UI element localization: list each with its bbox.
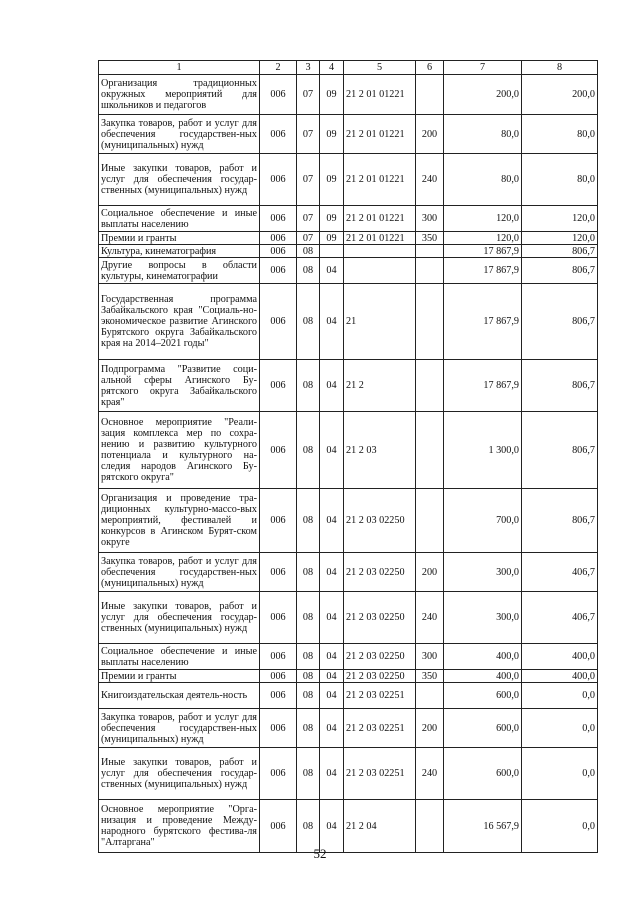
table-row — [99, 748, 598, 800]
sum-1-cell: 1 300,0 — [444, 412, 522, 489]
col-2-cell: 006 — [260, 206, 297, 232]
header-col-2: 2 — [260, 61, 297, 75]
col-3-cell: 08 — [297, 412, 320, 489]
item-name-cell: Государственная программа Забайкальского края "Социаль-но-экономическое развитие Агинского Бурятского округа Забайкальского края на 2014–2021 годы" — [99, 284, 260, 360]
sum-1-cell: 200,0 — [444, 75, 522, 115]
item-name-cell: Подпрограмма "Развитие соци-альной сферы Агинского Бу-рятского округа Забайкальского края" — [99, 360, 260, 412]
kcsr-cell: 21 2 03 02251 — [344, 748, 416, 800]
col-4-cell: 04 — [320, 709, 344, 748]
col-4-cell: 09 — [320, 232, 344, 245]
item-name-cell: Премии и гранты — [99, 670, 260, 683]
sum-2-cell: 80,0 — [522, 115, 598, 154]
header-col-4: 4 — [320, 61, 344, 75]
sum-2-cell: 120,0 — [522, 206, 598, 232]
vr-cell: 300 — [416, 206, 444, 232]
item-name-cell: Другие вопросы в области культуры, кинематографии — [99, 258, 260, 284]
col-3-cell: 08 — [297, 644, 320, 670]
vr-cell: 240 — [416, 154, 444, 206]
col-3-cell: 08 — [297, 800, 320, 853]
col-2-cell: 006 — [260, 553, 297, 592]
item-name-cell: Организация и проведение тра-диционных культурно-массо-вых мероприятий, фестивалей и конкурсов в Агинском Бурят-ском округе — [99, 489, 260, 553]
sum-1-cell: 300,0 — [444, 553, 522, 592]
kcsr-cell: 21 2 01 01221 — [344, 232, 416, 245]
sum-2-cell: 806,7 — [522, 412, 598, 489]
vr-cell — [416, 245, 444, 258]
col-4-cell: 09 — [320, 115, 344, 154]
col-4-cell: 04 — [320, 489, 344, 553]
sum-1-cell: 17 867,9 — [444, 245, 522, 258]
table-row — [99, 553, 598, 592]
col-3-cell: 07 — [297, 206, 320, 232]
sum-1-cell: 300,0 — [444, 592, 522, 644]
sum-1-cell: 600,0 — [444, 748, 522, 800]
vr-cell — [416, 258, 444, 284]
col-2-cell: 006 — [260, 284, 297, 360]
col-4-cell: 04 — [320, 800, 344, 853]
kcsr-cell: 21 2 03 02251 — [344, 683, 416, 709]
table-row — [99, 412, 598, 489]
item-name-cell: Закупка товаров, работ и услуг для обеспечения государствен-ных (муниципальных) нужд — [99, 709, 260, 748]
sum-2-cell: 0,0 — [522, 748, 598, 800]
col-4-cell — [320, 245, 344, 258]
item-name-cell: Социальное обеспечение и иные выплаты населению — [99, 206, 260, 232]
col-4-cell: 04 — [320, 258, 344, 284]
vr-cell — [416, 683, 444, 709]
item-name-cell: Основное мероприятие "Орга-низация и проведение Между-народного бурятского фестива-ля "Алтаргана" — [99, 800, 260, 853]
sum-1-cell: 120,0 — [444, 206, 522, 232]
col-4-cell: 09 — [320, 154, 344, 206]
vr-cell: 300 — [416, 644, 444, 670]
col-4-cell: 04 — [320, 284, 344, 360]
header-col-8: 8 — [522, 61, 598, 75]
sum-2-cell: 406,7 — [522, 553, 598, 592]
col-2-cell: 006 — [260, 115, 297, 154]
col-3-cell: 08 — [297, 670, 320, 683]
col-3-cell: 07 — [297, 115, 320, 154]
col-3-cell: 08 — [297, 360, 320, 412]
sum-1-cell: 600,0 — [444, 709, 522, 748]
table-row — [99, 489, 598, 553]
col-3-cell: 08 — [297, 553, 320, 592]
sum-1-cell: 17 867,9 — [444, 258, 522, 284]
kcsr-cell: 21 2 03 02250 — [344, 553, 416, 592]
sum-1-cell: 700,0 — [444, 489, 522, 553]
sum-2-cell: 806,7 — [522, 360, 598, 412]
table-row — [99, 670, 598, 683]
col-3-cell: 08 — [297, 245, 320, 258]
vr-cell: 200 — [416, 115, 444, 154]
sum-1-cell: 17 867,9 — [444, 284, 522, 360]
col-4-cell: 04 — [320, 748, 344, 800]
col-2-cell: 006 — [260, 232, 297, 245]
item-name-cell: Основное мероприятие "Реали-зация комплекса мер по сохра-нению и развитию культурного потенциала и культурного на-следия народов Агинского Бу-рятского округа" — [99, 412, 260, 489]
col-4-cell: 04 — [320, 592, 344, 644]
header-row — [99, 61, 598, 75]
col-3-cell: 08 — [297, 709, 320, 748]
sum-1-cell: 80,0 — [444, 154, 522, 206]
col-4-cell: 09 — [320, 75, 344, 115]
col-2-cell: 006 — [260, 489, 297, 553]
col-4-cell: 04 — [320, 553, 344, 592]
sum-2-cell: 0,0 — [522, 800, 598, 853]
col-2-cell: 006 — [260, 709, 297, 748]
col-3-cell: 07 — [297, 75, 320, 115]
sum-1-cell: 400,0 — [444, 644, 522, 670]
kcsr-cell: 21 2 03 — [344, 412, 416, 489]
col-2-cell: 006 — [260, 592, 297, 644]
kcsr-cell: 21 2 04 — [344, 800, 416, 853]
col-2-cell: 006 — [260, 748, 297, 800]
vr-cell: 350 — [416, 670, 444, 683]
header-col-7: 7 — [444, 61, 522, 75]
col-2-cell: 006 — [260, 245, 297, 258]
table-row — [99, 232, 598, 245]
sum-2-cell: 406,7 — [522, 592, 598, 644]
item-name-cell: Иные закупки товаров, работ и услуг для обеспечения государ-ственных (муниципальных) нужд — [99, 592, 260, 644]
col-3-cell: 07 — [297, 232, 320, 245]
kcsr-cell — [344, 258, 416, 284]
col-4-cell: 04 — [320, 683, 344, 709]
vr-cell: 200 — [416, 709, 444, 748]
kcsr-cell: 21 2 01 01221 — [344, 115, 416, 154]
item-name-cell: Закупка товаров, работ и услуг для обеспечения государствен-ных (муниципальных) нужд — [99, 553, 260, 592]
table-row — [99, 115, 598, 154]
kcsr-cell: 21 2 01 01221 — [344, 206, 416, 232]
table-row — [99, 644, 598, 670]
kcsr-cell: 21 2 03 02250 — [344, 489, 416, 553]
sum-1-cell: 17 867,9 — [444, 360, 522, 412]
col-2-cell: 006 — [260, 644, 297, 670]
col-2-cell: 006 — [260, 154, 297, 206]
item-name-cell: Иные закупки товаров, работ и услуг для обеспечения государ-ственных (муниципальных) нужд — [99, 748, 260, 800]
item-name-cell: Культура, кинематография — [99, 245, 260, 258]
col-3-cell: 08 — [297, 683, 320, 709]
sum-2-cell: 400,0 — [522, 670, 598, 683]
sum-2-cell: 0,0 — [522, 683, 598, 709]
sum-1-cell: 120,0 — [444, 232, 522, 245]
header-col-5: 5 — [344, 61, 416, 75]
col-4-cell: 09 — [320, 206, 344, 232]
table-row — [99, 245, 598, 258]
kcsr-cell: 21 2 03 02250 — [344, 644, 416, 670]
sum-1-cell: 400,0 — [444, 670, 522, 683]
vr-cell: 200 — [416, 553, 444, 592]
kcsr-cell: 21 2 01 01221 — [344, 154, 416, 206]
table-row — [99, 683, 598, 709]
col-3-cell: 08 — [297, 258, 320, 284]
sum-2-cell: 0,0 — [522, 709, 598, 748]
item-name-cell: Социальное обеспечение и иные выплаты населению — [99, 644, 260, 670]
vr-cell — [416, 489, 444, 553]
col-4-cell: 04 — [320, 412, 344, 489]
col-2-cell: 006 — [260, 800, 297, 853]
col-3-cell: 07 — [297, 154, 320, 206]
item-name-cell: Организация традиционных окружных мероприятий для школьников и педагогов — [99, 75, 260, 115]
sum-2-cell: 806,7 — [522, 258, 598, 284]
sum-1-cell: 16 567,9 — [444, 800, 522, 853]
col-3-cell: 08 — [297, 284, 320, 360]
col-2-cell: 006 — [260, 75, 297, 115]
table-row — [99, 258, 598, 284]
kcsr-cell: 21 2 01 01221 — [344, 75, 416, 115]
header-col-1: 1 — [99, 61, 260, 75]
kcsr-cell: 21 2 03 02250 — [344, 670, 416, 683]
table-row — [99, 75, 598, 115]
kcsr-cell: 21 — [344, 284, 416, 360]
sum-2-cell: 400,0 — [522, 644, 598, 670]
sum-2-cell: 806,7 — [522, 489, 598, 553]
kcsr-cell — [344, 245, 416, 258]
col-2-cell: 006 — [260, 360, 297, 412]
kcsr-cell: 21 2 03 02250 — [344, 592, 416, 644]
sum-1-cell: 600,0 — [444, 683, 522, 709]
col-3-cell: 08 — [297, 592, 320, 644]
vr-cell — [416, 800, 444, 853]
vr-cell: 240 — [416, 748, 444, 800]
kcsr-cell: 21 2 — [344, 360, 416, 412]
col-2-cell: 006 — [260, 683, 297, 709]
sum-1-cell: 80,0 — [444, 115, 522, 154]
col-4-cell: 04 — [320, 644, 344, 670]
vr-cell: 240 — [416, 592, 444, 644]
vr-cell — [416, 360, 444, 412]
header-col-3: 3 — [297, 61, 320, 75]
vr-cell — [416, 412, 444, 489]
vr-cell: 350 — [416, 232, 444, 245]
sum-2-cell: 80,0 — [522, 154, 598, 206]
sum-2-cell: 806,7 — [522, 245, 598, 258]
table-row — [99, 360, 598, 412]
col-3-cell: 08 — [297, 748, 320, 800]
kcsr-cell: 21 2 03 02251 — [344, 709, 416, 748]
sum-2-cell: 200,0 — [522, 75, 598, 115]
sum-2-cell: 120,0 — [522, 232, 598, 245]
vr-cell — [416, 75, 444, 115]
table-row — [99, 592, 598, 644]
header-col-6: 6 — [416, 61, 444, 75]
item-name-cell: Книгоиздательская деятель-ность — [99, 683, 260, 709]
table-row — [99, 154, 598, 206]
item-name-cell: Иные закупки товаров, работ и услуг для обеспечения государ-ственных (муниципальных) нужд — [99, 154, 260, 206]
page-number: 52 — [313, 846, 327, 861]
col-2-cell: 006 — [260, 258, 297, 284]
col-2-cell: 006 — [260, 670, 297, 683]
item-name-cell: Премии и гранты — [99, 232, 260, 245]
vr-cell — [416, 284, 444, 360]
col-4-cell: 04 — [320, 360, 344, 412]
sum-2-cell: 806,7 — [522, 284, 598, 360]
item-name-cell: Закупка товаров, работ и услуг для обеспечения государствен-ных (муниципальных) нужд — [99, 115, 260, 154]
table-row — [99, 709, 598, 748]
col-2-cell: 006 — [260, 412, 297, 489]
budget-table — [98, 60, 598, 853]
table-row — [99, 284, 598, 360]
col-3-cell: 08 — [297, 489, 320, 553]
col-4-cell: 04 — [320, 670, 344, 683]
table-row — [99, 206, 598, 232]
table-row — [99, 800, 598, 853]
table-body — [99, 75, 598, 853]
